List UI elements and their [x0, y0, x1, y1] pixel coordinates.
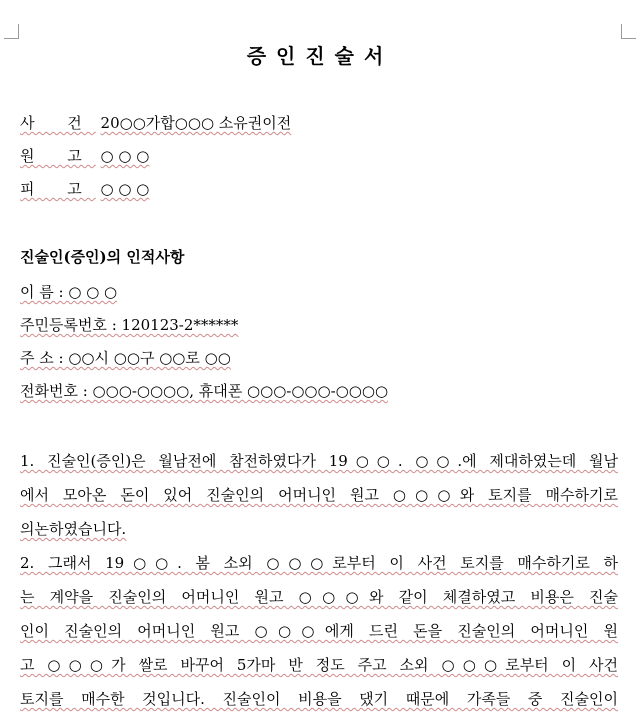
statement-line: 의논하였습니다. — [20, 520, 127, 538]
defendant-label: 피 고 — [20, 180, 96, 198]
witness-address: 주 소 : ○○시 ○○구 ○○로 ○○ — [20, 349, 231, 367]
witness-name: 이 름 : ○ ○ ○ — [20, 283, 118, 301]
statement-line: 1. 진술인(증인)은 월남전에 참전하였다가 19○○. ○○.에 제대하였는데 월남 — [20, 452, 618, 470]
plaintiff-value: ○ ○ ○ — [100, 147, 150, 165]
witness-id-number: 주민등록번호 : 120123-2****** — [20, 316, 239, 334]
section-heading: 진술인(증인)의 인적사항 — [20, 248, 185, 266]
witness-phone: 전화번호 : ○○○-○○○○, 휴대폰 ○○○-○○○-○○○○ — [20, 382, 389, 400]
statement-line: 는 계약을 진술인의 어머니인 원고 ○○○와 같이 체결하였고 비용은 진술 — [20, 588, 618, 606]
defendant-line — [20, 178, 149, 199]
defendant-value: ○ ○ ○ — [100, 180, 150, 198]
case-label: 사 건 — [20, 114, 96, 132]
statement-line: 토지를 매수한 것입니다. 진술인이 비용을 댔기 때문에 가족들 중 진술인이 — [20, 690, 618, 708]
statement-line: 2. 그래서 19○○. 봄 소외 ○○○로부터 이 사건 토지를 매수하기로 하 — [20, 554, 618, 572]
statement-paragraph-2 — [20, 546, 618, 716]
page-corner-mark-right — [621, 24, 636, 39]
case-value: 20○○가합○○○ 소유권이전 — [100, 114, 292, 132]
case-line — [20, 112, 291, 133]
statement-line: 에서 모아온 돈이 있어 진술인의 어머니인 원고 ○○○와 토지를 매수하기로 — [20, 486, 618, 504]
statement-line: 인이 진술인의 어머니인 원고 ○○○에게 드린 돈을 진술인의 어머니인 원 — [20, 622, 618, 640]
plaintiff-line — [20, 145, 149, 166]
plaintiff-label: 원 고 — [20, 147, 96, 165]
page-corner-mark-left — [4, 24, 19, 39]
document-title: 증인진술서 — [246, 44, 394, 68]
statement-line: 고 ○○○가 쌀로 바꾸어 5가마 반 정도 주고 소외 ○○○로부터 이 사건 — [20, 656, 618, 674]
statement-paragraph-1 — [20, 444, 618, 546]
